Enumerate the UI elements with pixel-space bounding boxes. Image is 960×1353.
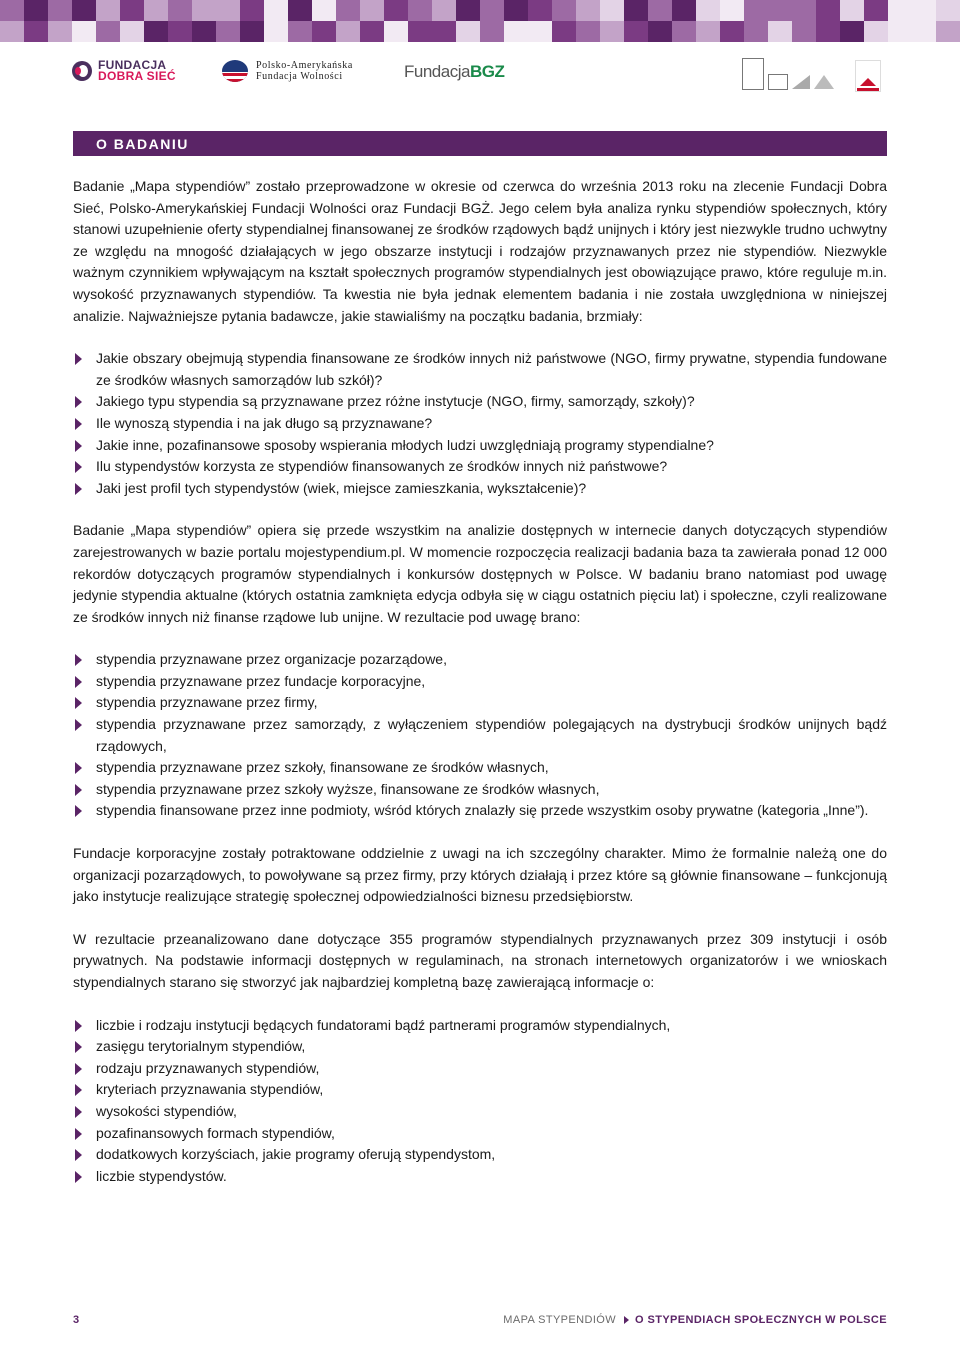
mosaic-tile: [0, 0, 24, 21]
mosaic-tile: [168, 0, 192, 21]
logo-fds-line1: FUNDACJA: [98, 58, 167, 72]
mosaic-tile: [864, 0, 888, 21]
mosaic-tile: [504, 21, 528, 42]
mosaic-tile: [408, 21, 432, 42]
running-footer: [503, 1314, 887, 1326]
pafw-flag-icon: [222, 60, 248, 82]
mosaic-tile: [240, 21, 264, 42]
dobra-siec-logo-icon: [72, 61, 92, 81]
mosaic-tile: [552, 0, 576, 21]
list-item: stypendia przyznawane przez samorządy, z wyłączeniem stypendiów polegających na dystrybucji środków unijnych bądź rządowych,: [73, 714, 887, 757]
mosaic-tile: [192, 0, 216, 21]
mosaic-tile: [144, 21, 168, 42]
mosaic-tile: [336, 21, 360, 42]
research-questions-list: [73, 348, 887, 499]
list-item: stypendia przyznawane przez fundacje korporacyjne,: [73, 671, 887, 693]
mosaic-tile: [864, 21, 888, 42]
list-item: kryteriach przyznawania stypendiów,: [73, 1079, 887, 1101]
wedge-shape-icon: [792, 75, 810, 89]
list-item: Jakie inne, pozafinansowe sposoby wspierania młodych ludzi uwzględniają programy stypendialne?: [73, 435, 887, 457]
mosaic-tile: [768, 0, 792, 21]
list-item: stypendia przyznawane przez szkoły wyższe, finansowane ze środków własnych,: [73, 779, 887, 801]
mosaic-tile: [816, 21, 840, 42]
square-shape-icon: [768, 74, 788, 90]
mosaic-tile: [312, 21, 336, 42]
mosaic-tile: [624, 0, 648, 21]
mosaic-tile: [768, 21, 792, 42]
mosaic-tile: [288, 21, 312, 42]
mosaic-tile: [936, 0, 960, 21]
mosaic-tile: [432, 0, 456, 21]
section-title-bar: [73, 131, 887, 156]
logo-pafw-line1: Polsko-Amerykańska: [256, 60, 353, 71]
mosaic-tile: [480, 21, 504, 42]
list-item: Jaki jest profil tych stypendystów (wiek, miejsce zamieszkania, wykształcenie)?: [73, 478, 887, 500]
footer-publication: MAPA STYPENDIÓW: [503, 1314, 617, 1326]
list-item: stypendia przyznawane przez szkoły, finansowane ze środków własnych,: [73, 757, 887, 779]
scholarship-types-list: [73, 649, 887, 822]
logo-bgz-suffix: BGZ: [469, 62, 505, 81]
mosaic-tile: [384, 0, 408, 21]
mosaic-tile: [24, 0, 48, 21]
mosaic-tile: [720, 0, 744, 21]
mosaic-tile: [360, 0, 384, 21]
patronage-seal-logo: [855, 60, 881, 92]
footer-chapter: O STYPENDIACH SPOŁECZNYCH W POLSCE: [635, 1314, 887, 1326]
rectangle-shape-icon: [742, 58, 764, 90]
paragraph-method: Badanie „Mapa stypendiów” opiera się przede wszystkim na analizie dostępnych w internecie danych dotyczących stypendiów zarejestrowanych w bazie portalu mojestypendium.pl. W momencie rozpoczęcia realizacji badania baza ta zawierała ponad 12 000 rekordów dotyczących programów stypendialnych i konkursów dostępnych w Polsce. W badaniu brano natomiast pod uwagę jedynie stypendia aktualne (których ostatnia zamknięta edycja odbyła się w ciągu ostatnich pięciu lat) i społeczne, czyli realizowane ze środków innych niż finanse rządowe lub unijne. W rezultacie pod uwagę brano:: [73, 522, 887, 625]
mosaic-tile: [576, 21, 600, 42]
list-item: liczbie i rodzaju instytucji będących fundatorami bądź partnerami programów stypendialnych,: [73, 1015, 887, 1037]
list-item: stypendia finansowane przez inne podmioty, wśród których znalazły się przede wszystkim osoby prywatne (kategoria „Inne”).: [73, 800, 887, 822]
list-item: stypendia przyznawane przez firmy,: [73, 692, 887, 714]
logo-bgz-prefix: Fundacja: [404, 62, 470, 81]
mosaic-tile: [120, 0, 144, 21]
section-title: O BADANIU: [96, 136, 189, 152]
mosaic-tile: [744, 0, 768, 21]
mosaic-tile: [480, 0, 504, 21]
mosaic-tile: [48, 0, 72, 21]
mosaic-tile: [240, 0, 264, 21]
mosaic-tile: [816, 0, 840, 21]
seal-bar-icon: [857, 88, 879, 91]
mosaic-tile: [192, 21, 216, 42]
logo-fundacja-dobra-siec: [72, 60, 176, 82]
logo-pafw: [222, 60, 353, 82]
logo-pafw-line2: Fundacja Wolności: [256, 71, 343, 82]
mosaic-tile: [96, 21, 120, 42]
mosaic-tile: [528, 0, 552, 21]
mosaic-tile: [264, 21, 288, 42]
mosaic-tile: [288, 0, 312, 21]
database-info-list: [73, 1015, 887, 1188]
list-item: stypendia przyznawane przez organizacje pozarządowe,: [73, 649, 887, 671]
list-item: rodzaju przyznawanych stypendiów,: [73, 1058, 887, 1080]
list-item: wysokości stypendiów,: [73, 1101, 887, 1123]
mosaic-tile: [432, 21, 456, 42]
list-item: Jakiego typu stypendia są przyznawane przez różne instytucje (NGO, firmy, samorządy, szkoły)?: [73, 391, 887, 413]
mosaic-tile: [552, 21, 576, 42]
mosaic-tile: [936, 21, 960, 42]
list-item: zasięgu terytorialnym stypendiów,: [73, 1036, 887, 1058]
mosaic-tile: [672, 0, 696, 21]
mosaic-tile: [888, 21, 912, 42]
list-item: pozafinansowych formach stypendiów,: [73, 1123, 887, 1145]
mosaic-tile: [72, 0, 96, 21]
list-item: Ile wynoszą stypendia i na jak długo są przyznawane?: [73, 413, 887, 435]
mosaic-tile: [912, 0, 936, 21]
paragraph-intro: Badanie „Mapa stypendiów” zostało przeprowadzone w okresie od czerwca do września 2013 roku na zlecenie Fundacji Dobra Sieć, Polsko-Amerykańskiej Fundacji Wolności oraz Fundacji BGŻ. Jego celem była analiza rynku stypendiów społecznych, który stanowi uzupełnienie oferty stypendialnej finansowanej ze środków rządowych bądź unijnych i który jest niezwykle trudno uchwytny ze względu na mnogość działających w jego obszarze instytucji i rodzajów przyznawanych przez nie stypendiów. Niezwykle ważnym czynnikiem wpływającym na kształt społecznych programów stypendialnych jest obowiązujące prawo, które reguluje m.in. wysokość przyznawanych stypendiów. Ta kwestia nie była jednak elementem badania i nie została uwzględniona w niniejszej analizie. Najważniejsze pytania badawcze, jakie stawialiśmy na początku badania, brzmiały:: [73, 178, 887, 324]
mosaic-tile: [624, 21, 648, 42]
mosaic-tile: [912, 21, 936, 42]
mosaic-tile: [456, 21, 480, 42]
triangle-shape-icon: [814, 75, 834, 89]
mosaic-tile: [216, 21, 240, 42]
mosaic-tile: [792, 21, 816, 42]
logo-fundacja-bgz: [404, 62, 504, 82]
mosaic-tile: [840, 0, 864, 21]
list-item: Ilu stypendystów korzysta ze stypendiów finansowanych ze środków innych niż państwowe?: [73, 456, 887, 478]
page-number: 3: [73, 1314, 80, 1326]
mosaic-tile: [792, 0, 816, 21]
mosaic-tile: [528, 21, 552, 42]
mosaic-tile: [648, 0, 672, 21]
logo-fds-line2: DOBRA SIEĆ: [98, 69, 176, 83]
mosaic-tile: [312, 0, 336, 21]
mosaic-tile: [696, 21, 720, 42]
mosaic-tile: [576, 0, 600, 21]
mosaic-tile: [600, 21, 624, 42]
list-item: Jakie obszary obejmują stypendia finansowane ze środków innych niż państwowe (NGO, firmy prywatne, stypendia fundowane ze środków własnych samorządów lub szkół)?: [73, 348, 887, 391]
mosaic-tile: [744, 21, 768, 42]
mosaic-tile: [216, 0, 240, 21]
mosaic-tile: [24, 21, 48, 42]
mosaic-tile: [504, 0, 528, 21]
mosaic-tile: [840, 21, 864, 42]
mosaic-tile: [120, 21, 144, 42]
main-content: [73, 176, 887, 1187]
mosaic-tile: [888, 0, 912, 21]
list-item: dodatkowych korzyściach, jakie programy oferują stypendystom,: [73, 1144, 887, 1166]
mosaic-tile: [648, 21, 672, 42]
paragraph-corporate: Fundacje korporacyjne zostały potraktowane oddzielnie z uwagi na ich szczególny charakter. Mimo że formalnie należą one do organizacji pozarządowych, to powoływane są przez firmy, przy których działają i przez które są głównie finansowane – funkcjonują jako instytucje realizujące strategię społecznej odpowiedzialności biznesu przedsiębiorstw.: [73, 845, 887, 905]
mosaic-tile: [672, 21, 696, 42]
mosaic-tile: [384, 21, 408, 42]
partner-logos: [0, 54, 960, 98]
mosaic-tile: [696, 0, 720, 21]
mosaic-tile: [408, 0, 432, 21]
mosaic-tile: [96, 0, 120, 21]
mosaic-tile: [168, 21, 192, 42]
mosaic-tile: [72, 21, 96, 42]
mosaic-tile: [336, 0, 360, 21]
mosaic-tile: [48, 21, 72, 42]
mosaic-tile: [720, 21, 744, 42]
list-item: liczbie stypendystów.: [73, 1166, 887, 1188]
mapa-stypendiow-shapes-logo: [742, 58, 838, 90]
paragraph-results: W rezultacie przeanalizowano dane dotyczące 355 programów stypendialnych przyznawanych przez 309 instytucji i osób prywatnych. Na podstawie informacji dostępnych w regulaminach, na stronach internetowych organizatorów i we wnioskach stypendialnych starano się stworzyć jak najbardziej kompletną bazę zawierającą informacje o:: [73, 930, 887, 990]
mosaic-tile: [600, 0, 624, 21]
header-mosaic-band: [0, 0, 960, 42]
mosaic-tile: [264, 0, 288, 21]
mosaic-tile: [144, 0, 168, 21]
footer-arrow-icon: [624, 1316, 629, 1324]
mosaic-tile: [456, 0, 480, 21]
mosaic-tile: [360, 21, 384, 42]
mosaic-tile: [0, 21, 24, 42]
seal-roof-icon: [860, 78, 876, 86]
